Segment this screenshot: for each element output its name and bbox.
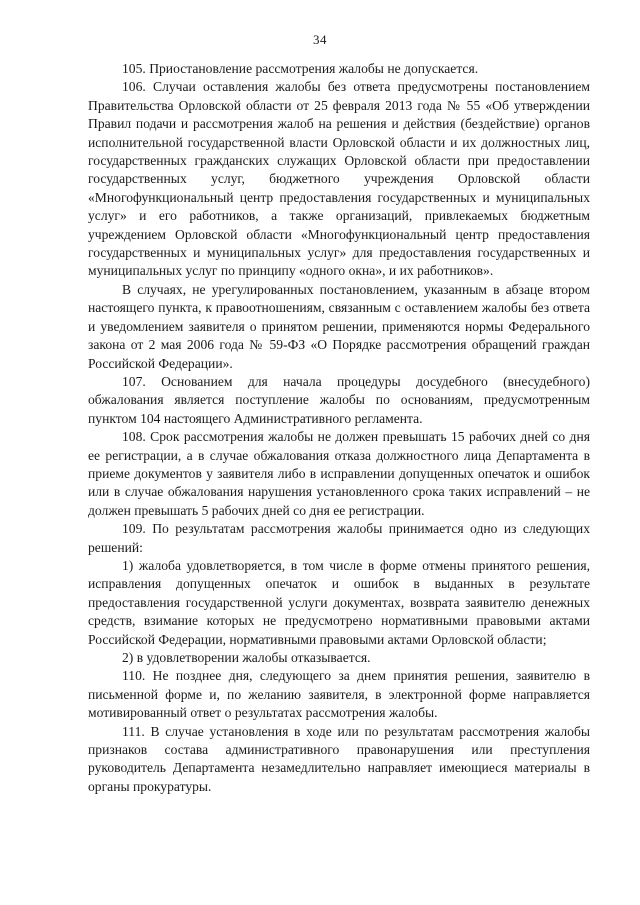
paragraph-108: 108. Срок рассмотрения жалобы не должен превышать 15 рабочих дней со дня ее регистрации, а в случае обжалования отказа должностного лица Департамента в приеме документов у заявителя либо в исправлении допущенных опечаток и ошибок или в случае обжалования нарушения установленного срока таких исправлений – не должен превышать 5 рабочих дней со дня ее регистрации. — [88, 429, 590, 518]
paragraph-109: 109. По результатам рассмотрения жалобы принимается одно из следующих решений: — [88, 521, 590, 555]
paragraph-109-item-2: 2) в удовлетворении жалобы отказывается. — [122, 650, 371, 665]
paragraph-110: 110. Не позднее дня, следующего за днем принятия решения, заявителю в письменной форме и, по желанию заявителя, в электронной форме направляется мотивированный ответ о результатах рассмотрения жалобы. — [88, 668, 590, 721]
paragraph-105: 105. Приостановление рассмотрения жалобы не допускается. — [122, 61, 479, 76]
paragraph-109-item-1: 1) жалоба удовлетворяется, в том числе в форме отмены принятого решения, исправления допущенных опечаток и ошибок в выданных в результате предоставления государственной услуги документах, возврата заявителю денежных средств, взимание которых не предусмотрено нормативными правовыми актами Российской Федерации, нормативными правовыми актами Орловской области; — [88, 557, 590, 647]
paragraph-111: 111. В случае установления в ходе или по результатам рассмотрения жалобы признаков состава административного правонарушения или преступления руководитель Департамента незамедлительно направляет имеющиеся материалы в органы прокуратуры. — [88, 723, 590, 794]
paragraph-106: 106. Случаи оставления жалобы без ответа предусмотрены постановлением Правительства Орловской области от 25 февраля 2013 года № 55 «Об утверждении Правил подачи и рассмотрения жалоб на решения и действия (бездействие) органов исполнительной государственной власти Орловской области и их должностных лиц, государственных гражданских служащих Орловской области при предоставлении государственных услуг, бюджетного учреждения Орловской области «Многофункциональный центр предоставления государственных и муниципальных услуг» и его работников, а также организаций, привлекаемых бюджетным учреждением Орловской области «Многофункциональный центр предоставления государственных и муниципальных услуг» для предоставления государственных и муниципальных услуг по принципу «одного окна», и их работников». — [88, 79, 590, 279]
paragraph-106-cont: В случаях, не урегулированных постановлением, указанным в абзаце втором настоящего пункта, к правоотношениям, связанным с оставлением жалобы без ответа и уведомлением заявителя о принятом решении, применяются нормы Федерального закона от 2 мая 2006 года № 59-ФЗ «О Порядке рассмотрения обращений граждан Российской Федерации». — [88, 281, 590, 371]
page-number: 34 — [313, 32, 327, 47]
paragraph-107: 107. Основанием для начала процедуры досудебного (внесудебного) обжалования является поступление жалобы по основаниям, предусмотренным пунктом 104 настоящего Административного регламента. — [88, 373, 590, 426]
document-body — [88, 60, 590, 796]
